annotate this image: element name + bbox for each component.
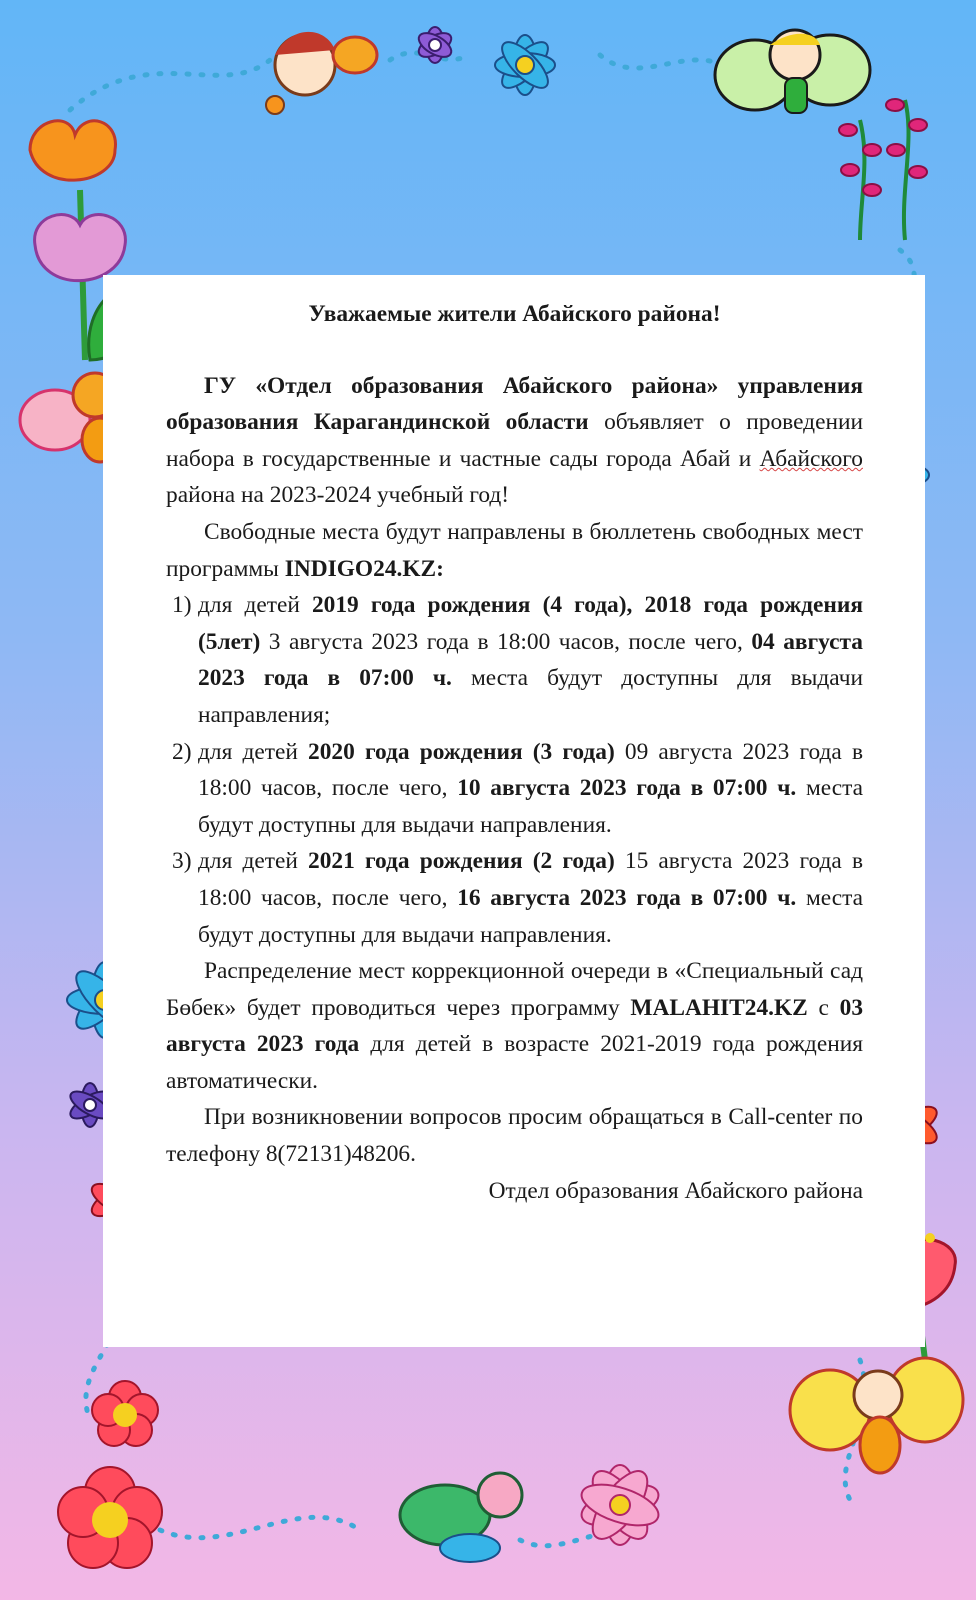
butterfly-fairy-icon bbox=[266, 32, 377, 114]
spellcheck-underlined-word: Абайского bbox=[759, 445, 863, 472]
flower-icon bbox=[415, 27, 555, 95]
program-name: MALAHIT24.KZ bbox=[630, 994, 808, 1021]
page-title: Уважаемые жители Абайского района! bbox=[308, 301, 721, 327]
list-item: 1) для детей 2019 года рождения (4 года), 2018 года рождения (5лет) 3 августа 2023 года в 18:00 часов, после чего, 04 августа 2023 года в 07:00 ч. места будут доступны для выдачи направления; bbox=[172, 592, 863, 728]
flower-icon bbox=[839, 99, 927, 240]
notice-text bbox=[166, 296, 863, 1209]
signature: Отдел образования Абайского района bbox=[488, 1177, 863, 1204]
places-paragraph: Свободные места будут направлены в бюллетень свободных мест программы INDIGO24.KZ: bbox=[166, 518, 863, 582]
turtle-icon bbox=[400, 1473, 522, 1562]
organization-name: ГУ «Отдел образования Абайского района» управления образования Карагандинской области bbox=[166, 372, 863, 436]
butterfly-fairy-icon bbox=[790, 1358, 963, 1473]
flower-icon bbox=[58, 1467, 162, 1568]
butterfly-fairy-icon bbox=[715, 30, 870, 113]
contact-paragraph: При возникновении вопросов просим обращаться в Call-center по телефону 8(72131)48206. bbox=[166, 1104, 863, 1168]
correction-paragraph: Распределение мест коррекционной очереди в «Специальный сад Бөбек» будет проводиться через программу MALAHIT24.KZ с 03 августа 2023 года для детей в возрасте 2021-2019 года рождения автоматически. bbox=[166, 958, 864, 1094]
flower-icon bbox=[92, 1381, 158, 1446]
intro-paragraph: ГУ «Отдел образования Абайского района» управления образования Карагандинской области объявляет о проведении набора в государственные и частные сады города Абай и Абайского района на 2023-2024 учебный год! bbox=[166, 372, 863, 509]
program-name: INDIGO24.KZ: bbox=[284, 555, 444, 582]
schedule-list bbox=[166, 587, 863, 953]
list-item: 2) для детей 2020 года рождения (3 года) 09 августа 2023 года в 18:00 часов, после чего, 10 августа 2023 года в 07:00 ч. места будут доступны для выдачи направления. bbox=[172, 738, 864, 838]
list-item: 3) для детей 2021 года рождения (2 года) 15 августа 2023 года в 18:00 часов, после чего, 16 августа 2023 года в 07:00 ч. места будут доступны для выдачи направления. bbox=[172, 848, 864, 948]
